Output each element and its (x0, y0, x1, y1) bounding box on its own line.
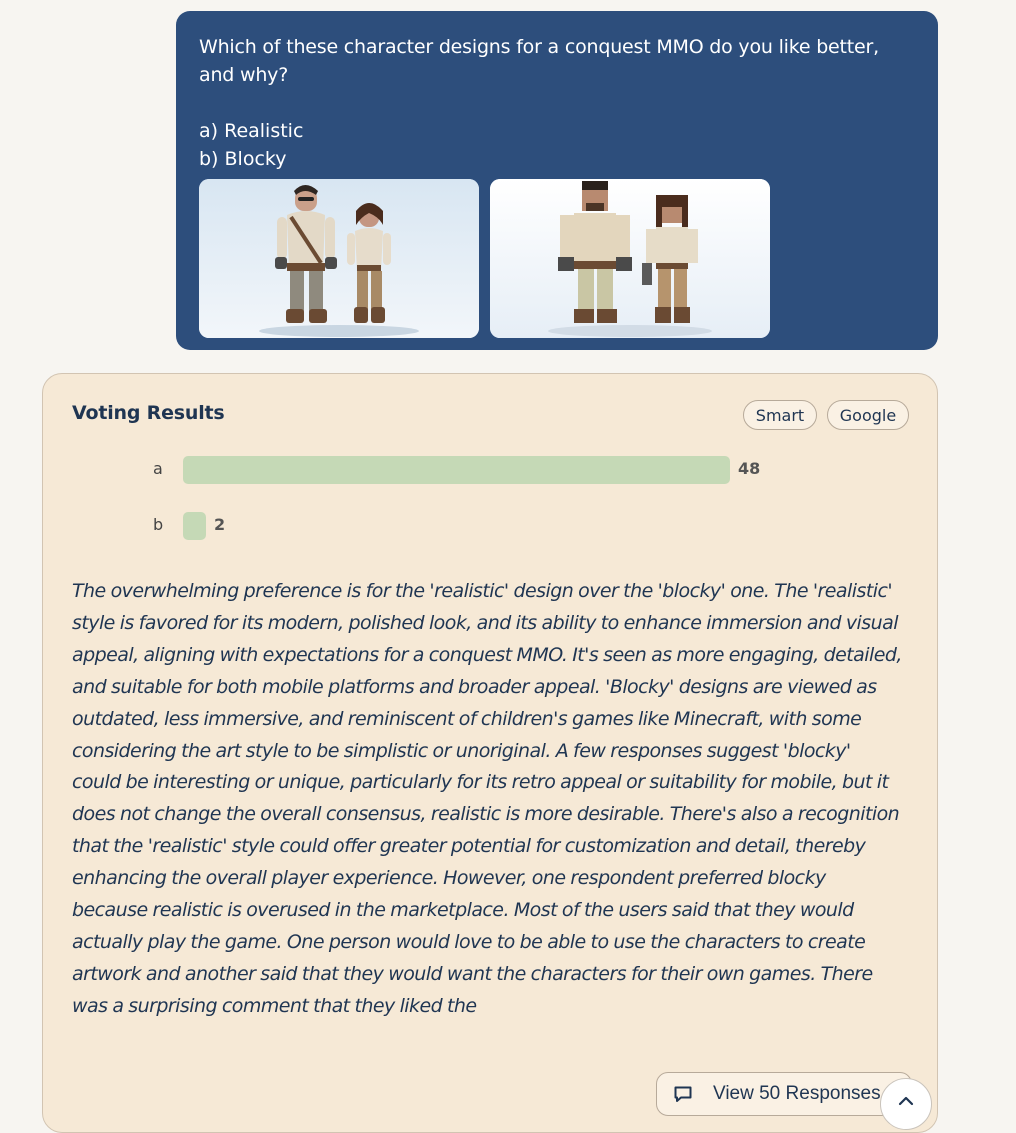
option-images (199, 179, 770, 338)
google-button[interactable]: Google (827, 400, 909, 430)
results-title: Voting Results (72, 402, 225, 424)
speech-bubble-icon (673, 1084, 693, 1104)
bar-count-b: 2 (214, 515, 226, 534)
bar-label-a: a (153, 459, 163, 478)
view-responses-label: View 50 Responses (713, 1083, 881, 1104)
options-list (199, 117, 916, 173)
option-a-image[interactable] (199, 179, 479, 338)
scroll-up-button[interactable] (880, 1078, 932, 1130)
results-summary: The overwhelming preference is for the 'realistic' design over the 'blocky' one. The 'realistic' style is favored for its modern, polished look, and its ability to enhance immersion and visual appeal, aligning with expectations for a conquest MMO. It's seen as more engaging, detailed, and suitable for both mobile platforms and broader appeal. 'Blocky' designs are viewed as outdated, less immersive, and reminiscent of children's games like Minecraft, with some considering the art style to be simplistic or unoriginal. A few responses suggest 'blocky' could be interesting or unique, particularly for its retro appeal or suitability for mobile, but it does not change the overall consensus, realistic is more desirable. There's also a recognition that the 'realistic' style could offer greater potential for customization and detail, thereby enhancing the overall player experience. However, one respondent preferred blocky because realistic is overused in the marketplace. Most of the users said that they would actually play the game. One person would love to be able to use the characters to create artwork and another said that they would want the characters for their own games. There was a surprising comment that they liked the (72, 580, 902, 1017)
bar-count-a: 48 (738, 459, 761, 478)
view-responses-button[interactable] (656, 1072, 912, 1116)
question-text (199, 33, 916, 89)
question-prompt: Which of these character designs for a conquest MMO do you like better, and why? (199, 36, 879, 86)
option-a: a) Realistic (199, 120, 304, 142)
smart-button[interactable]: Smart (743, 400, 817, 430)
voting-results-card (42, 373, 938, 1133)
bar-a (183, 456, 730, 484)
bar-label-b: b (153, 515, 164, 534)
bar-b (183, 512, 206, 540)
chevron-up-icon (898, 1095, 914, 1107)
option-b: b) Blocky (199, 148, 287, 170)
question-bubble (176, 11, 938, 350)
option-b-image[interactable] (490, 179, 770, 338)
